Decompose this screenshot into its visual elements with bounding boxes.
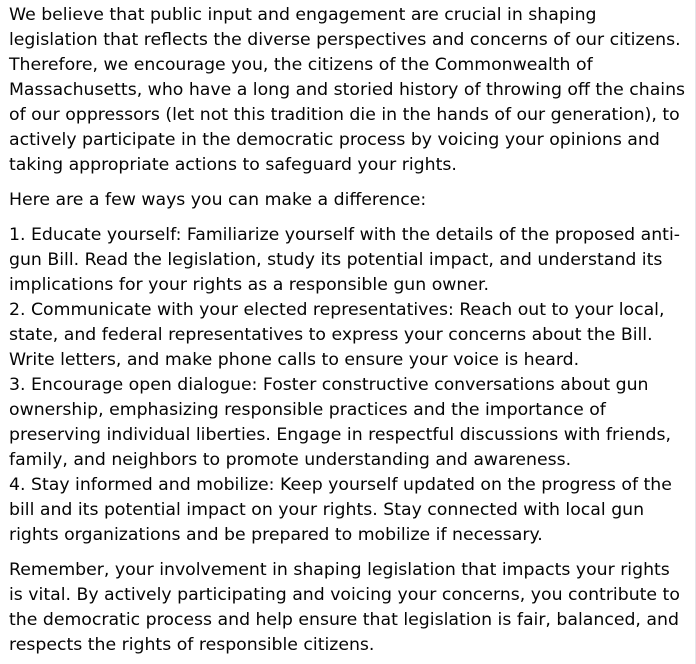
closing-paragraph: Remember, your involvement in shaping legislation that impacts your rights is vital. By actively participating and voicing your concerns, you contribute to the democratic process and help ensure that legislation is fair, balanced, and respects the rights of responsible citizens.: [9, 560, 680, 655]
list-item: 2. Communicate with your elected representatives: Reach out to your local, state, and federal representatives to express your concerns about the Bill. Write letters, and make phone calls to ensure your voice is heard.: [9, 300, 665, 370]
list-item: 1. Educate yourself: Familiarize yourself with the details of the proposed anti-gun Bill. Read the legislation, study its potential impact, and understand its implications for your rights as a responsible gun owner.: [9, 225, 680, 295]
action-list: [9, 223, 689, 548]
intro-paragraph: We believe that public input and engagement are crucial in shaping legislation that reflects the diverse perspectives and concerns of our citizens. Therefore, we encourage you, the citizens of the Commonwealth of Massachusetts, who have a long and storied history of throwing off the chains of our oppressors (let not this tradition die in the hands of our generation), to actively participate in the democratic process by voicing your opinions and taking appropriate actions to safeguard your rights.: [9, 5, 686, 175]
list-item: 4. Stay informed and mobilize: Keep yourself updated on the progress of the bill and its potential impact on your rights. Stay connected with local gun rights organizations and be prepared to mobilize if necessary.: [9, 475, 672, 545]
list-intro-paragraph: Here are a few ways you can make a difference:: [9, 190, 427, 210]
list-item: 3. Encourage open dialogue: Foster constructive conversations about gun ownership, emphasizing responsible practices and the importance of preserving individual liberties. Engage in respectful discussions with friends, family, and neighbors to promote understanding and awareness.: [9, 375, 671, 470]
